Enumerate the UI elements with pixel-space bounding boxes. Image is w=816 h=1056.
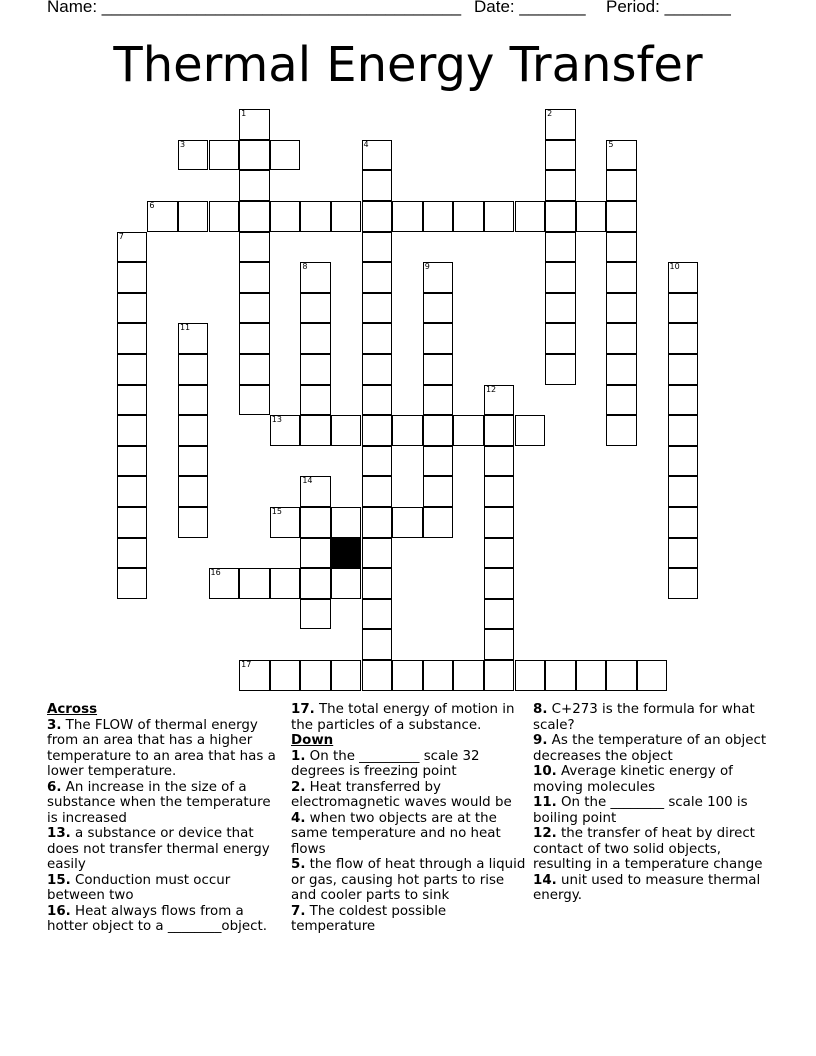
clue-number: 7. <box>291 903 306 919</box>
grid-cell[interactable] <box>117 446 148 477</box>
grid-cell[interactable] <box>362 538 393 569</box>
clue-number: 8. <box>533 702 548 717</box>
clue-number: 4. <box>291 810 306 826</box>
clue-text: Heat transferred by electromagnetic waves would be <box>291 779 512 810</box>
grid-cell[interactable] <box>392 201 423 232</box>
grid-cell[interactable] <box>453 415 484 446</box>
clue-number-label: 7 <box>118 231 124 241</box>
grid-cell[interactable] <box>239 232 270 263</box>
clue-text: On the ________ scale 100 is boiling point <box>533 795 748 826</box>
grid-cell[interactable] <box>239 170 270 201</box>
grid-cell[interactable] <box>423 446 454 477</box>
grid-cell[interactable] <box>239 354 270 385</box>
grid-cell[interactable] <box>392 507 423 538</box>
clue-across-17 <box>291 702 527 733</box>
clue-down-8 <box>533 702 769 733</box>
grid-cell[interactable] <box>117 415 148 446</box>
grid-cell[interactable] <box>239 140 270 171</box>
grid-cell[interactable] <box>484 476 515 507</box>
grid-cell[interactable] <box>484 385 515 416</box>
grid-cell[interactable] <box>423 354 454 385</box>
clue-number-label: 3 <box>179 139 186 149</box>
grid-cell[interactable] <box>362 323 393 354</box>
grid-cell[interactable] <box>209 140 240 171</box>
grid-cell[interactable] <box>545 140 576 171</box>
clue-number-label: 15 <box>271 507 282 517</box>
grid-cell[interactable] <box>484 599 515 630</box>
clue-number-label: 1 <box>241 109 247 119</box>
clue-down-5 <box>291 857 527 904</box>
grid-cell[interactable] <box>362 599 393 630</box>
clue-number: 3. <box>47 717 62 733</box>
grid-cell[interactable] <box>668 323 699 354</box>
grid-cell[interactable] <box>331 201 362 232</box>
clue-down-14 <box>533 873 769 904</box>
clue-number-label: 13 <box>271 415 282 425</box>
grid-cell[interactable] <box>239 568 270 599</box>
grid-cell[interactable] <box>484 660 515 691</box>
clue-number: 11. <box>533 795 557 810</box>
clue-text: Average kinetic energy of moving molecules <box>533 764 733 795</box>
grid-cell[interactable] <box>270 660 301 691</box>
grid-cell[interactable] <box>637 660 668 691</box>
grid-cell[interactable] <box>117 262 148 293</box>
clue-text: An increase in the size of a substance when the temperature is increased <box>47 779 271 826</box>
clue-down-2 <box>291 780 527 811</box>
clue-text: a substance or device that does not transfer thermal energy easily <box>47 826 270 872</box>
grid-cell[interactable] <box>362 140 393 171</box>
clue-down-7 <box>291 904 527 935</box>
grid-cell[interactable] <box>300 599 331 630</box>
grid-cell[interactable] <box>606 354 637 385</box>
clue-number-label: 6 <box>149 201 155 211</box>
grid-cell[interactable] <box>668 293 699 324</box>
grid-cell[interactable] <box>606 293 637 324</box>
clue-number: 13. <box>47 826 71 841</box>
puzzle-title: Thermal Energy Transfer <box>113 37 703 93</box>
grid-cell[interactable] <box>484 415 515 446</box>
grid-cell[interactable] <box>392 415 423 446</box>
clue-down-11 <box>533 795 769 826</box>
grid-cell[interactable] <box>606 262 637 293</box>
grid-cell[interactable] <box>484 507 515 538</box>
grid-cell[interactable] <box>668 354 699 385</box>
grid-cell[interactable] <box>423 262 454 293</box>
clue-text: The total energy of motion in the particles of a substance. <box>291 702 515 733</box>
grid-cell[interactable] <box>545 170 576 201</box>
grid-cell[interactable] <box>576 660 607 691</box>
clues-column-1 <box>47 702 283 935</box>
grid-cell[interactable] <box>545 293 576 324</box>
clue-across-13 <box>47 826 283 873</box>
clue-text: C+273 is the formula for what scale? <box>533 702 755 733</box>
grid-cell[interactable] <box>300 201 331 232</box>
name-field[interactable]: Name: ______________________________________ <box>47 0 462 16</box>
clue-text: On the _________ scale 32 degrees is freezing point <box>291 748 480 779</box>
grid-cell[interactable] <box>362 170 393 201</box>
grid-cell[interactable] <box>239 385 270 416</box>
clue-number: 16. <box>47 903 71 919</box>
grid-cell[interactable] <box>117 568 148 599</box>
grid-cell[interactable] <box>668 568 699 599</box>
grid-cell[interactable] <box>423 385 454 416</box>
grid-cell[interactable] <box>270 507 301 538</box>
clue-number: 9. <box>533 733 548 748</box>
grid-cell[interactable] <box>239 262 270 293</box>
grid-cell[interactable] <box>515 660 546 691</box>
clue-text: Heat always flows from a hotter object to a ________object. <box>47 903 267 934</box>
grid-cell[interactable] <box>362 507 393 538</box>
clue-number: 12. <box>533 826 557 841</box>
across-heading: Across <box>47 702 98 717</box>
grid-cell[interactable] <box>117 354 148 385</box>
grid-cell[interactable] <box>515 201 546 232</box>
grid-cell[interactable] <box>423 415 454 446</box>
grid-cell[interactable] <box>117 476 148 507</box>
clue-number-label: 12 <box>485 384 497 394</box>
clue-text: the flow of heat through a liquid or gas, causing hot parts to rise and cooler parts to sink <box>291 857 526 903</box>
grid-cell[interactable] <box>545 109 576 140</box>
clue-number: 1. <box>291 748 306 764</box>
clue-number: 17. <box>291 702 315 717</box>
grid-cell[interactable] <box>178 476 209 507</box>
clue-number-label: 2 <box>547 109 553 119</box>
grid-cell[interactable] <box>270 568 301 599</box>
student-info-header <box>47 0 747 21</box>
grid-cell[interactable] <box>606 660 637 691</box>
grid-cell[interactable] <box>515 415 546 446</box>
grid-cell[interactable] <box>331 568 362 599</box>
grid-cell[interactable] <box>300 660 331 691</box>
grid-cell[interactable] <box>545 201 576 232</box>
grid-cell[interactable] <box>545 232 576 263</box>
grid-cell[interactable] <box>362 660 393 691</box>
grid-cell[interactable] <box>178 354 209 385</box>
clue-text: when two objects are at the same temperature and no heat flows <box>291 810 501 857</box>
grid-cell[interactable] <box>239 660 270 691</box>
clue-number-label: 8 <box>302 262 308 272</box>
clue-across-3 <box>47 718 283 780</box>
clue-number-label: 11 <box>179 323 191 333</box>
clue-text: As the temperature of an object decreases the object <box>533 733 767 764</box>
grid-cell[interactable] <box>576 201 607 232</box>
grid-cell[interactable] <box>484 629 515 660</box>
clue-number-label: 16 <box>210 568 221 578</box>
grid-cell[interactable] <box>668 476 699 507</box>
clue-number: 5. <box>291 857 306 872</box>
grid-block <box>331 538 362 569</box>
grid-cell[interactable] <box>453 201 484 232</box>
grid-cell[interactable] <box>117 507 148 538</box>
clue-down-1 <box>291 749 527 780</box>
grid-cell[interactable] <box>117 323 148 354</box>
grid-cell[interactable] <box>331 660 362 691</box>
grid-cell[interactable] <box>362 354 393 385</box>
clues-column-3 <box>533 702 769 904</box>
grid-cell[interactable] <box>331 507 362 538</box>
clue-text: the transfer of heat by direct contact of two solid objects, resulting in a temperature change <box>533 826 763 872</box>
grid-cell[interactable] <box>362 476 393 507</box>
grid-cell[interactable] <box>545 660 576 691</box>
grid-cell[interactable] <box>270 140 301 171</box>
grid-cell[interactable] <box>362 232 393 263</box>
grid-cell[interactable] <box>147 201 178 232</box>
grid-cell[interactable] <box>484 446 515 477</box>
grid-cell[interactable] <box>178 507 209 538</box>
clue-down-9 <box>533 733 769 764</box>
grid-cell[interactable] <box>300 476 331 507</box>
grid-cell[interactable] <box>178 415 209 446</box>
grid-cell[interactable] <box>117 293 148 324</box>
clue-number: 6. <box>47 779 62 795</box>
grid-cell[interactable] <box>545 354 576 385</box>
clue-number-label: 14 <box>302 476 313 486</box>
grid-cell[interactable] <box>668 262 699 293</box>
grid-cell[interactable] <box>484 538 515 569</box>
grid-cell[interactable] <box>362 568 393 599</box>
grid-cell[interactable] <box>606 232 637 263</box>
grid-cell[interactable] <box>331 415 362 446</box>
grid-cell[interactable] <box>362 415 393 446</box>
grid-cell[interactable] <box>668 415 699 446</box>
grid-cell[interactable] <box>209 568 240 599</box>
clue-across-15 <box>47 873 283 904</box>
grid-cell[interactable] <box>178 323 209 354</box>
clue-number-label: 10 <box>669 262 680 272</box>
grid-cell[interactable] <box>484 568 515 599</box>
grid-cell[interactable] <box>300 568 331 599</box>
clues-column-2 <box>291 702 527 935</box>
clue-number: 10. <box>533 764 557 779</box>
grid-cell[interactable] <box>606 140 637 171</box>
grid-cell[interactable] <box>178 201 209 232</box>
grid-cell[interactable] <box>392 660 423 691</box>
clue-number-label: 17 <box>241 660 252 670</box>
grid-cell[interactable] <box>239 323 270 354</box>
grid-cell[interactable] <box>117 232 148 263</box>
grid-cell[interactable] <box>362 201 393 232</box>
down-heading: Down <box>291 733 334 748</box>
period-field[interactable]: Period: _______ <box>606 0 731 16</box>
grid-cell[interactable] <box>423 293 454 324</box>
clue-number-label: 5 <box>608 139 614 149</box>
grid-cell[interactable] <box>668 385 699 416</box>
grid-cell[interactable] <box>606 385 637 416</box>
grid-cell[interactable] <box>362 385 393 416</box>
grid-cell[interactable] <box>484 201 515 232</box>
grid-cell[interactable] <box>178 385 209 416</box>
grid-cell[interactable] <box>270 415 301 446</box>
grid-cell[interactable] <box>668 446 699 477</box>
grid-cell[interactable] <box>300 415 331 446</box>
clue-text: The FLOW of thermal energy from an area that has a higher temperature to an area that has a lower temperature. <box>47 717 276 779</box>
grid-cell[interactable] <box>423 507 454 538</box>
clue-number: 2. <box>291 779 306 795</box>
grid-cell[interactable] <box>423 476 454 507</box>
clue-across-6 <box>47 780 283 827</box>
grid-cell[interactable] <box>300 293 331 324</box>
grid-cell[interactable] <box>423 201 454 232</box>
across-list-a <box>47 718 283 935</box>
grid-cell[interactable] <box>606 323 637 354</box>
grid-cell[interactable] <box>117 385 148 416</box>
grid-cell[interactable] <box>668 507 699 538</box>
grid-cell[interactable] <box>239 109 270 140</box>
clue-down-4 <box>291 811 527 858</box>
grid-cell[interactable] <box>423 660 454 691</box>
grid-cell[interactable] <box>300 538 331 569</box>
grid-cell[interactable] <box>300 262 331 293</box>
clue-text: unit used to measure thermal energy. <box>533 872 761 903</box>
grid-cell[interactable] <box>300 385 331 416</box>
grid-cell[interactable] <box>545 262 576 293</box>
clue-text: Conduction must occur between two <box>47 872 231 903</box>
grid-cell[interactable] <box>362 629 393 660</box>
grid-cell[interactable] <box>453 660 484 691</box>
grid-cell[interactable] <box>209 201 240 232</box>
grid-cell[interactable] <box>362 262 393 293</box>
grid-cell[interactable] <box>117 538 148 569</box>
grid-cell[interactable] <box>300 354 331 385</box>
clue-down-12 <box>533 826 769 873</box>
grid-cell[interactable] <box>545 323 576 354</box>
clue-number: 15. <box>47 872 71 888</box>
grid-cell[interactable] <box>362 446 393 477</box>
grid-cell[interactable] <box>300 507 331 538</box>
grid-cell[interactable] <box>239 293 270 324</box>
date-field[interactable]: Date: _______ <box>474 0 586 16</box>
grid-cell[interactable] <box>178 446 209 477</box>
clue-across-16 <box>47 904 283 935</box>
grid-cell[interactable] <box>606 170 637 201</box>
grid-cell[interactable] <box>300 323 331 354</box>
grid-cell[interactable] <box>239 201 270 232</box>
grid-cell[interactable] <box>668 538 699 569</box>
clue-number-label: 4 <box>363 139 369 149</box>
grid-cell[interactable] <box>423 323 454 354</box>
clue-number-label: 9 <box>424 262 430 272</box>
clue-down-10 <box>533 764 769 795</box>
clue-text: The coldest possible temperature <box>291 903 447 934</box>
grid-cell[interactable] <box>362 293 393 324</box>
grid-cell[interactable] <box>606 415 637 446</box>
clue-number: 14. <box>533 872 557 888</box>
grid-cell[interactable] <box>270 201 301 232</box>
grid-cell[interactable] <box>178 140 209 171</box>
grid-cell[interactable] <box>606 201 637 232</box>
